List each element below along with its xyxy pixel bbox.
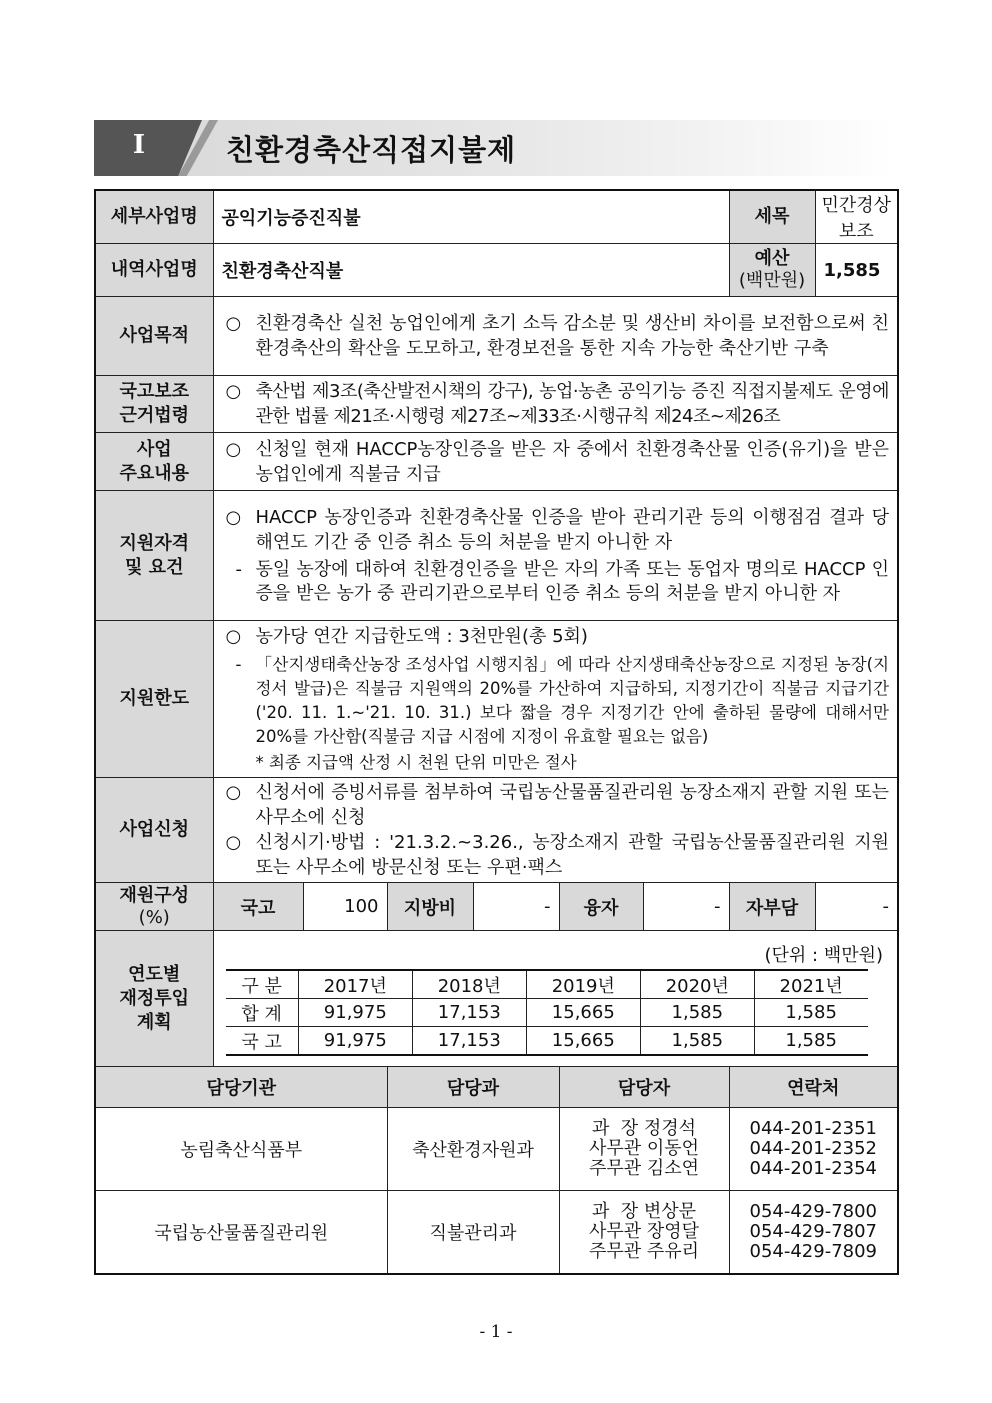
row-law: [95, 376, 898, 433]
page-number: - 1 -: [479, 1322, 513, 1342]
content-label-line2: 주요내용: [119, 462, 190, 484]
plan-cell: 합 계: [226, 999, 299, 1027]
dash-bullet: -: [235, 559, 242, 580]
plan-header-cell: 2020년: [640, 970, 754, 999]
contact-header-phone: 연락처: [729, 1067, 898, 1108]
law-item: [222, 379, 890, 429]
contact-phones: [729, 1191, 898, 1274]
contact-phone: 044-201-2354: [749, 1158, 878, 1179]
row-apply: [95, 778, 898, 883]
label-limit: 지원한도: [95, 621, 213, 778]
funding-label-line2: (%): [138, 906, 170, 928]
funding-value-local: -: [473, 883, 559, 931]
law-label-line2: 근거법령: [119, 405, 190, 426]
contact-person: 과 장 변상문: [591, 1200, 697, 1222]
plan-unit: (단위 : 백만원): [764, 945, 884, 966]
contact-phone: 054-429-7807: [749, 1220, 878, 1242]
row-plan: [95, 931, 898, 1067]
plan-label-line3: 계획: [136, 1011, 172, 1033]
label-purpose: 사업목적: [95, 297, 213, 376]
circle-bullet-icon: ○: [225, 381, 241, 402]
circle-bullet-icon: ○: [225, 832, 242, 853]
label-law: [95, 376, 213, 433]
apply-first-item: [222, 780, 890, 830]
funding-label-loan: 융자: [559, 883, 643, 931]
label-plan: [95, 931, 213, 1067]
limit-sub-item: [222, 653, 890, 749]
limit-note: * 최종 지급액 산정 시 천원 단위 미만은 절사: [255, 752, 577, 772]
purpose-item: [222, 311, 890, 361]
funding-label-self: 자부담: [729, 883, 815, 931]
plan-cell: 1,585: [754, 1027, 867, 1056]
row-subproject: [95, 190, 898, 244]
plan-cell: 국 고: [226, 1027, 299, 1056]
circle-bullet-icon: ○: [225, 313, 242, 334]
contact-row: [95, 1191, 898, 1274]
funding-label-local: 지방비: [387, 883, 473, 931]
funding-value-national: 100: [303, 883, 387, 931]
plan-header-cell: 2017년: [298, 970, 412, 999]
budget-label-line2: (백만원): [738, 270, 806, 291]
contact-person: 과 장 정경석: [591, 1118, 697, 1139]
plan-cell: 15,665: [526, 1027, 640, 1056]
qual-label-line2: 및 요건: [125, 556, 184, 578]
contact-persons: [559, 1108, 729, 1191]
plan-header-cell: 구 분: [226, 970, 299, 999]
plan-cell: 91,975: [298, 999, 412, 1027]
contact-phone: 054-429-7809: [749, 1240, 878, 1262]
contact-persons: [559, 1191, 729, 1274]
value-detail: 친환경축산직불: [213, 244, 729, 297]
section-banner: [94, 120, 894, 176]
funding-label-national: 국고: [213, 883, 303, 931]
row-purpose: [95, 297, 898, 376]
row-funding: [95, 883, 898, 931]
plan-cell: 1,585: [640, 1027, 754, 1056]
label-budget: [729, 244, 815, 297]
contact-person: 주무관 주유리: [588, 1240, 700, 1262]
apply-second-text: 신청시기·방법 : '21.3.2.~3.26., 농장소재지 관할 국립농산물품질관리원 지원 또는 사무소에 방문신청 또는 우편·팩스: [255, 832, 890, 878]
plan-cell: 17,153: [412, 999, 526, 1027]
apply-first-text: 신청서에 증빙서류를 첨부하여 국립농산물품질관리원 농장소재지 관할 지원 또는 사무소에 신청: [255, 782, 890, 828]
yearly-plan-table: [226, 969, 868, 1056]
plan-label-line1: 연도별: [128, 963, 181, 985]
qualification-main-text: HACCP 농장인증과 친환경축산물 인증을 받아 관리기관 등의 이행점검 결과 당해연도 기간 중 인증 취소 등의 처분을 받지 아니한 자: [255, 507, 890, 553]
funding-value-loan: -: [643, 883, 729, 931]
funding-label-line1: 재원구성: [119, 884, 190, 906]
qual-label-line1: 지원자격: [119, 532, 190, 554]
purpose-text: 친환경축산 실천 농업인에게 초기 소득 감소분 및 생산비 차이를 보전함으로써 친환경축산의 확산을 도모하고, 환경보전을 통한 지속 가능한 축산기반 구축: [255, 313, 890, 359]
plan-row-national: [226, 1027, 868, 1056]
dash-bullet: -: [235, 654, 242, 674]
value-item: 민간경상보조: [815, 190, 898, 244]
content-text: 신청일 현재 HACCP농장인증을 받은 자 중에서 친환경축산물 인증(유기)을 받은 농업인에게 직불금 지급: [255, 438, 890, 485]
budget-label-line1: 예산: [754, 248, 790, 269]
plan-cell: 17,153: [412, 1027, 526, 1056]
funding-value-self: -: [815, 883, 898, 931]
qualification-item: [222, 505, 890, 555]
plan-header-cell: 2018년: [412, 970, 526, 999]
contact-phone: 044-201-2352: [749, 1138, 878, 1159]
content-label-line1: 사업: [136, 438, 172, 460]
contact-header-org: 담당기관: [95, 1067, 387, 1108]
qualification-sub-item: [222, 558, 890, 606]
label-detail: 내역사업명: [95, 244, 213, 297]
circle-bullet-icon: ○: [225, 438, 242, 460]
contact-person: 사무관 이동언: [588, 1138, 700, 1159]
plan-header-cell: 2021년: [754, 970, 867, 999]
plan-cell: 1,585: [640, 999, 754, 1027]
contact-row: [95, 1108, 898, 1191]
label-item: 세목: [729, 190, 815, 244]
row-qualification: [95, 491, 898, 621]
apply-second-item: [222, 830, 890, 880]
label-subproject: 세부사업명: [95, 190, 213, 244]
content-item: [222, 437, 890, 487]
row-limit: [95, 621, 898, 778]
contact-header-row: [95, 1067, 898, 1108]
plan-cell: 1,585: [754, 999, 867, 1027]
limit-main-text: 농가당 연간 지급한도액 : 3천만원(총 5회): [255, 625, 588, 647]
circle-bullet-icon: ○: [225, 782, 242, 803]
plan-header-row: [226, 970, 868, 999]
contact-person: 주무관 김소연: [588, 1158, 700, 1179]
label-apply: 사업신청: [95, 778, 213, 883]
contact-header-dept: 담당과: [387, 1067, 559, 1108]
contact-person: 사무관 장영달: [588, 1220, 700, 1242]
row-detail: [95, 244, 898, 297]
limit-item: [222, 624, 890, 649]
value-subproject: 공익기능증진직불: [213, 190, 729, 244]
program-table: [94, 189, 899, 1275]
contact-dept: 직불관리과: [387, 1191, 559, 1274]
contact-phone: 054-429-7800: [749, 1200, 878, 1222]
contact-org: 농림축산식품부: [95, 1108, 387, 1191]
plan-header-cell: 2019년: [526, 970, 640, 999]
value-budget: 1,585: [815, 244, 898, 297]
circle-bullet-icon: ○: [225, 507, 242, 528]
contact-header-person: 담당자: [559, 1067, 729, 1108]
plan-row-total: [226, 999, 868, 1027]
contact-phone: 044-201-2351: [749, 1118, 878, 1139]
contact-phones: [729, 1108, 898, 1191]
row-content: [95, 433, 898, 491]
contact-org: 국립농산물품질관리원: [95, 1191, 387, 1274]
limit-sub-text: 「산지생태축산농장 조성사업 시행지침」에 따라 산지생태축산농장으로 지정된 농장(지정서 발급)은 직불금 지원액의 20%를 가산하여 지급하되, 지정기간이 직불금 지급기간('20. 11. 1.~'21. 10. 31.) 보다 짧을 경우 지정기간 안에 출하된 물량에 대해서만 20%를 가산함(직불금 지급 시점에 지정이 유효할 필요는 없음): [255, 654, 890, 746]
law-text: 축산법 제3조(축산발전시책의 강구), 농업·농촌 공익기능 증진 직접지불제도 운영에 관한 법률 제21조·시행령 제27조~제33조·시행규칙 제24조~제26조: [255, 381, 890, 427]
qualification-sub-text: 동일 농장에 대하여 친환경인증을 받은 자의 가족 또는 동업자 명의로 HACCP 인증을 받은 농가 중 관리기관으로부터 인증 취소 등의 처분을 받지 아니한 자: [255, 559, 890, 604]
plan-cell: 91,975: [298, 1027, 412, 1056]
plan-cell: 15,665: [526, 999, 640, 1027]
contact-dept: 축산환경자원과: [387, 1108, 559, 1191]
label-content: [95, 433, 213, 491]
label-qualification: [95, 491, 213, 621]
law-label-line1: 국고보조: [119, 381, 190, 402]
circle-bullet-icon: ○: [225, 625, 242, 647]
section-number: Ⅰ: [132, 130, 146, 160]
plan-label-line2: 재정투입: [119, 987, 190, 1009]
label-funding: [95, 883, 213, 931]
section-title: 친환경축산직접지불제: [226, 133, 517, 167]
